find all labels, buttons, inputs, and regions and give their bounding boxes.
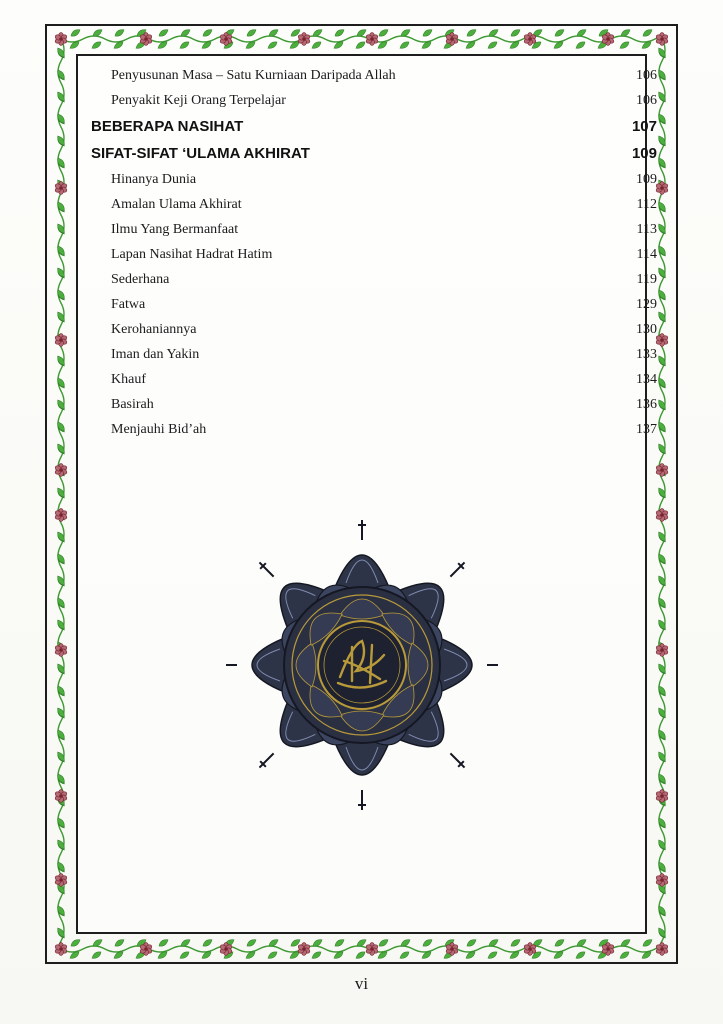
toc-entry-page: 119 <box>636 271 657 287</box>
toc-entry-page: 112 <box>636 196 657 212</box>
toc-row[interactable] <box>89 342 663 367</box>
toc-entry-title: Basirah <box>111 396 154 412</box>
toc-row[interactable] <box>89 292 663 317</box>
medallion-center <box>318 621 406 709</box>
toc-entry-page: 129 <box>636 296 657 312</box>
toc-row[interactable] <box>89 267 663 292</box>
toc-entry-page: 113 <box>636 221 657 237</box>
toc-entry-title: Kerohaniannya <box>111 321 197 337</box>
toc-row[interactable] <box>89 167 663 192</box>
toc-row[interactable] <box>89 417 663 442</box>
toc-heading-page: 109 <box>631 145 657 162</box>
toc-row[interactable] <box>89 63 663 88</box>
toc-entry-title: Sederhana <box>111 271 170 287</box>
toc-entry-title: Lapan Nasihat Hadrat Hatim <box>111 246 273 262</box>
toc-entry-page: 134 <box>636 371 657 387</box>
toc-entry-page: 137 <box>636 421 657 437</box>
toc-row[interactable] <box>89 88 663 113</box>
toc-row[interactable] <box>89 317 663 342</box>
toc-entry-title: Hinanya Dunia <box>111 171 197 187</box>
toc-heading-page: 107 <box>631 118 657 135</box>
toc-row[interactable] <box>89 392 663 417</box>
toc-entry-page: 130 <box>636 321 657 337</box>
toc-section-heading[interactable] <box>89 140 663 167</box>
toc-entry-page: 114 <box>636 246 657 262</box>
toc-row[interactable] <box>89 217 663 242</box>
toc-entry-title: Penyakit Keji Orang Terpelajar <box>111 92 286 108</box>
toc-entry-title: Khauf <box>111 371 146 387</box>
toc-entry-title: Amalan Ulama Akhirat <box>111 196 242 212</box>
toc-heading-title: SIFAT-SIFAT ‘ULAMA AKHIRAT <box>91 145 310 162</box>
toc-entry-title: Ilmu Yang Bermanfaat <box>111 221 239 237</box>
toc-row[interactable] <box>89 242 663 267</box>
toc-entry-page: 133 <box>636 346 657 362</box>
toc-entry-page: 106 <box>636 67 657 83</box>
toc-entry-page: 106 <box>636 92 657 108</box>
toc-entry-page: 136 <box>636 396 657 412</box>
toc-heading-title: BEBERAPA NASIHAT <box>91 118 244 135</box>
table-of-contents <box>89 63 663 442</box>
toc-entry-page: 109 <box>636 171 657 187</box>
toc-row[interactable] <box>89 367 663 392</box>
toc-entry-title: Menjauhi Bid’ah <box>111 421 207 437</box>
page-number: vi <box>354 974 369 993</box>
toc-entry-title: Fatwa <box>111 296 146 312</box>
quran-calligraphy-medallion-icon <box>226 512 498 818</box>
toc-row[interactable] <box>89 192 663 217</box>
toc-section-heading[interactable] <box>89 113 663 140</box>
toc-entry-title: Iman dan Yakin <box>111 346 200 362</box>
toc-entry-title: Penyusunan Masa – Satu Kurniaan Daripada Allah <box>111 67 396 83</box>
